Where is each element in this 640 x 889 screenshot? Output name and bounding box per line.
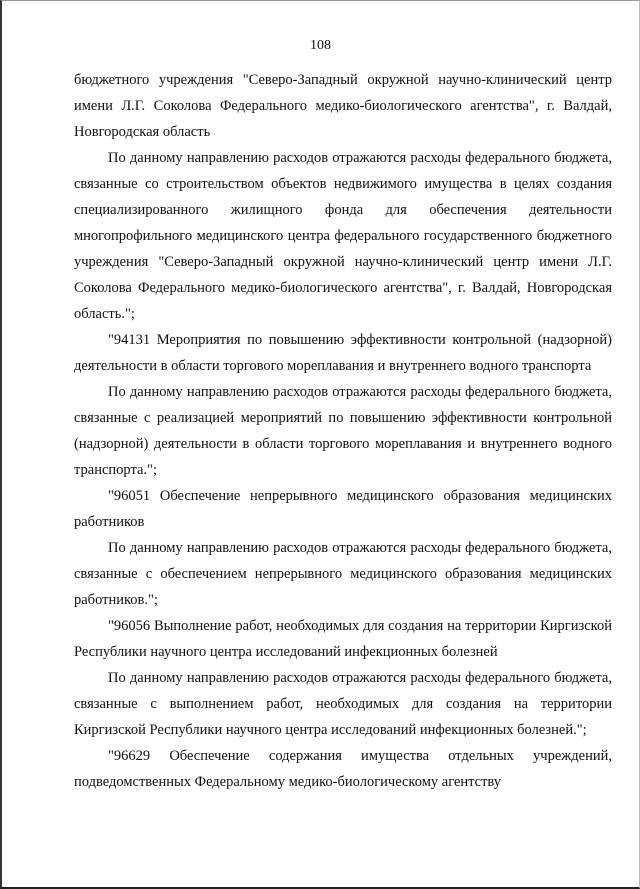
paragraph: По данному направлению расходов отражаются расходы федерального бюджета, связанные с выполнением работ, необходимых для создания на территории Киргизской Республики научного центра исследований инфекционных болезней."; xyxy=(74,670,612,738)
paragraph: "96056 Выполнение работ, необходимых для создания на территории Киргизской Республики научного центра исследований инфекционных болезней xyxy=(74,618,612,660)
paragraph: По данному направлению расходов отражаются расходы федерального бюджета, связанные с реализацией мероприятий по повышению эффективности контрольной (надзорной) деятельности в области торгового мореплавания и внутреннего водного транспорта."; xyxy=(74,384,612,478)
page-number: 108 xyxy=(310,38,331,53)
paragraph: "94131 Мероприятия по повышению эффективности контрольной (надзорной) деятельности в области торгового мореплавания и внутреннего водного транспорта xyxy=(74,332,612,374)
paragraph: По данному направлению расходов отражаются расходы федерального бюджета, связанные со строительством объектов недвижимого имущества в целях создания специализированного жилищного фонда для обеспечения деятельности многопрофильного медицинского центра федерального государственного бюджетного учреждения "Северо-Западный окружной научно-клинический центр имени Л.Г. Соколова Федерального медико-биологического агентства", г. Валдай, Новгородская область."; xyxy=(74,150,612,322)
document-body xyxy=(74,67,612,795)
paragraph: бюджетного учреждения "Северо-Западный окружной научно-клинический центр имени Л.Г. Соколова Федерального медико-биологического агентства", г. Валдай, Новгородская область xyxy=(74,72,612,140)
paragraph: "96629 Обеспечение содержания имущества отдельных учреждений, подведомственных Федеральному медико-биологическому агентству xyxy=(74,748,612,790)
paragraph: По данному направлению расходов отражаются расходы федерального бюджета, связанные с обеспечением непрерывного медицинского образования медицинских работников."; xyxy=(74,540,612,608)
paragraph: "96051 Обеспечение непрерывного медицинского образования медицинских работников xyxy=(74,488,612,530)
